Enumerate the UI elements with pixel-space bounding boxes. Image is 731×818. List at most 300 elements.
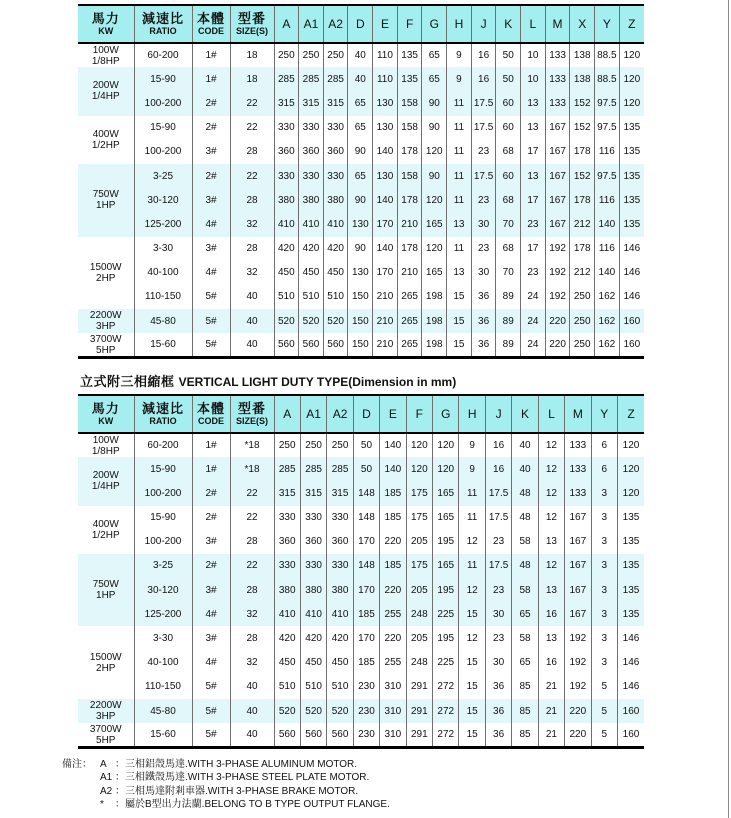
col-header-A2: A2 [323,5,348,43]
dim-cell: 150 [348,333,373,357]
dim-cell: 116 [595,188,620,212]
col-header-ratio [134,5,192,43]
dim-cell: 450 [327,651,353,675]
dim-cell: 17.5 [485,506,511,530]
size-cell: 22 [230,116,274,140]
note-line-a [62,758,731,772]
power-hp: 5HP [96,344,116,356]
dim-cell: 198 [422,333,447,357]
dim-cell: 410 [274,602,300,626]
code-cell: 2# [192,554,230,578]
dim-cell: 450 [299,261,324,285]
dim-cell: 135 [619,188,644,212]
dim-cell: 11 [447,237,472,261]
dim-cell: 285 [327,457,353,481]
power-watts: 750W [92,579,119,591]
ratio-cell: 3-25 [134,554,192,578]
size-cell: 22 [230,91,274,115]
size-cell: 32 [230,651,274,675]
ratio-cell: 100-200 [134,140,192,164]
col-header-code-en: CODE [197,26,224,36]
dim-cell: 380 [299,188,324,212]
dim-cell: 17.5 [471,91,496,115]
ratio-cell: 30-120 [134,578,192,602]
size-cell: 28 [230,237,274,261]
dim-cell: 410 [300,602,326,626]
ratio-cell: 15-90 [134,116,192,140]
dim-cell: 65 [512,651,538,675]
dim-cell: 175 [406,554,432,578]
power-watts: 3700W [89,723,122,735]
dim-cell: 135 [617,506,644,530]
col-header-code [192,395,230,433]
dim-cell: 250 [570,333,595,357]
dim-cell: 16 [485,433,511,457]
col-header-G: G [433,395,459,433]
dim-cell: 272 [433,699,459,723]
col-header-ratio [134,395,192,433]
dim-cell: 13 [521,91,546,115]
size-cell: 28 [230,530,274,554]
page-edge-line [728,0,729,818]
dim-cell: 185 [353,602,379,626]
dim-cell: 15 [459,699,485,723]
note-key: A2 [100,785,113,797]
dim-cell: 150 [348,285,373,309]
dim-cell: 285 [274,67,299,91]
code-cell: 4# [192,261,230,285]
dim-cell: 146 [617,626,644,650]
dim-cell: 165 [422,212,447,236]
dim-cell: 148 [353,554,379,578]
dim-cell: 146 [617,651,644,675]
dim-cell: 450 [274,651,300,675]
dim-cell: 36 [471,309,496,333]
dim-cell: 9 [447,43,472,67]
table2-title [80,371,731,390]
dim-cell: 250 [570,309,595,333]
dim-cell: 48 [512,481,538,505]
dim-cell: 135 [397,43,422,67]
dim-cell: 520 [323,309,348,333]
dim-cell: 167 [545,212,570,236]
dim-cell: 90 [422,91,447,115]
note-line-a2 [62,785,731,799]
col-header-J: J [485,395,511,433]
dim-cell: 330 [299,116,324,140]
table-row [78,285,644,309]
power-cell [78,43,134,67]
col-header-D: D [348,5,373,43]
dim-cell: 120 [617,433,644,457]
dim-cell: 178 [397,140,422,164]
dim-cell: 167 [565,602,591,626]
power-watts: 2200W [89,310,122,322]
dim-cell: 192 [565,626,591,650]
dim-cell: 135 [397,67,422,91]
dim-cell: 185 [380,554,406,578]
dim-cell: 88.5 [595,43,620,67]
dim-cell: 21 [538,723,564,747]
dim-cell: 265 [397,309,422,333]
dim-cell: 30 [485,602,511,626]
dim-cell: 158 [397,116,422,140]
dim-cell: 30 [471,261,496,285]
dim-cell: 210 [373,285,398,309]
dim-cell: 192 [545,261,570,285]
col-header-ratio-zh: 減速比 [141,11,184,26]
dim-cell: 17.5 [471,164,496,188]
dim-cell: 23 [521,212,546,236]
col-header-D: D [353,395,379,433]
dim-cell: 60 [496,164,521,188]
col-header-G: G [422,5,447,43]
dim-cell: 133 [565,457,591,481]
dim-cell: 11 [459,506,485,530]
dim-cell: 5 [591,675,617,699]
power-cell [78,457,134,505]
dim-cell: 12 [459,578,485,602]
note-colon: ： [115,785,125,797]
size-cell: 40 [230,723,274,747]
table-row [78,91,644,115]
dim-cell: 212 [570,212,595,236]
ratio-cell: 110-150 [134,285,192,309]
table-row [78,67,644,91]
dim-cell: 90 [348,188,373,212]
col-header-power-zh: 馬力 [91,400,120,416]
dim-cell: 410 [274,212,299,236]
dim-cell: 11 [447,188,472,212]
dim-cell: 23 [471,188,496,212]
dim-cell: 50 [496,43,521,67]
dim-cell: 13 [538,578,564,602]
dim-cell: 12 [538,481,564,505]
col-header-ratio-en: RATIO [149,415,177,426]
dim-cell: 97.5 [595,164,620,188]
note-text: 三相馬達附剎車器.WITH 3-PHASE BRAKE MOTOR. [125,785,359,797]
dim-cell: 410 [323,212,348,236]
col-header-A1: A1 [299,5,324,43]
dim-cell: 10 [521,43,546,67]
dim-cell: 450 [300,651,326,675]
dim-cell: 162 [595,285,620,309]
code-cell: 3# [192,626,230,650]
dim-cell: 315 [323,91,348,115]
dim-cell: 248 [406,602,432,626]
code-cell: 3# [192,530,230,554]
dim-cell: 315 [327,481,353,505]
dim-cell: 65 [422,67,447,91]
dim-cell: 90 [422,164,447,188]
dim-cell: 230 [353,699,379,723]
size-cell: 22 [230,164,274,188]
col-header-E: E [373,5,398,43]
dim-cell: 272 [433,723,459,747]
dim-cell: 13 [521,164,546,188]
dim-cell: 13 [538,626,564,650]
dim-cell: 68 [496,237,521,261]
dim-cell: 285 [274,457,300,481]
ratio-cell: 60-200 [134,433,192,457]
dim-cell: 170 [353,578,379,602]
dim-cell: 160 [619,333,644,357]
code-cell: 2# [192,506,230,530]
dim-cell: 220 [565,699,591,723]
code-cell: 4# [192,602,230,626]
size-cell: 22 [230,554,274,578]
dim-cell: 220 [380,578,406,602]
table2-title-en: VERTICAL LIGHT DUTY TYPE(Dimension in mm) [178,374,457,389]
dim-cell: 12 [538,433,564,457]
dim-cell: 13 [447,212,472,236]
dim-cell: 50 [353,457,379,481]
size-cell: 32 [230,212,274,236]
dim-cell: 11 [459,554,485,578]
dim-cell: 9 [447,67,472,91]
note-colon: ： [115,758,125,770]
dim-cell: 162 [595,333,620,357]
dim-cell: 30 [485,651,511,675]
footnotes [62,758,731,812]
dim-cell: 12 [459,530,485,554]
power-hp: 1/2HP [91,529,120,541]
dim-cell: 85 [512,699,538,723]
dim-cell: 3 [591,554,617,578]
table-row [78,457,644,481]
table-row [78,530,644,554]
dim-cell: 97.5 [595,116,620,140]
dim-cell: 40 [512,433,538,457]
vertical-light-duty-spec-table [78,394,644,749]
dim-cell: 23 [471,140,496,164]
dim-cell: 510 [274,285,299,309]
dim-cell: 170 [353,530,379,554]
col-header-X: X [570,5,595,43]
dim-cell: 152 [570,91,595,115]
size-cell: 28 [230,578,274,602]
size-cell: 40 [230,333,274,357]
dim-cell: 40 [348,67,373,91]
dim-cell: 58 [512,530,538,554]
dim-cell: 15 [459,651,485,675]
dim-cell: 330 [274,506,300,530]
dim-cell: 212 [570,261,595,285]
code-cell: 1# [192,67,230,91]
dim-cell: 330 [300,554,326,578]
dim-cell: 315 [274,481,300,505]
dim-cell: 3 [591,626,617,650]
dim-cell: 410 [327,602,353,626]
dim-cell: 195 [433,578,459,602]
dim-cell: 210 [373,333,398,357]
dim-cell: 120 [422,140,447,164]
dim-cell: 291 [406,675,432,699]
dim-cell: 17.5 [471,116,496,140]
table-row [78,554,644,578]
dim-cell: 192 [565,675,591,699]
dim-cell: 23 [521,261,546,285]
table-row [78,675,644,699]
dim-cell: 192 [545,237,570,261]
dim-cell: 3 [591,578,617,602]
dim-cell: 15 [447,309,472,333]
power-watts: 2200W [89,700,122,712]
table-row [78,140,644,164]
dim-cell: 520 [327,699,353,723]
dim-cell: 23 [485,626,511,650]
power-hp: 3HP [96,321,116,333]
col-header-power [78,5,134,43]
col-header-K: K [496,5,521,43]
dim-cell: 310 [380,723,406,747]
dim-cell: 68 [496,188,521,212]
notes-label: 備注： [62,758,92,770]
dim-cell: 165 [433,554,459,578]
power-cell [78,333,134,357]
dim-cell: 165 [422,261,447,285]
power-watts: 100W [92,434,119,446]
dim-cell: 11 [447,140,472,164]
code-cell: 5# [192,309,230,333]
dim-cell: 135 [617,602,644,626]
col-header-A2: A2 [327,395,353,433]
dim-cell: 380 [300,578,326,602]
dim-cell: 10 [521,67,546,91]
dim-cell: 520 [274,699,300,723]
dim-cell: 24 [521,309,546,333]
dim-cell: 510 [327,675,353,699]
dim-cell: 410 [299,212,324,236]
dim-cell: 36 [485,699,511,723]
dim-cell: 5 [591,723,617,747]
dim-cell: 330 [323,164,348,188]
dim-cell: 12 [459,626,485,650]
dim-cell: 130 [373,91,398,115]
dim-cell: 360 [299,140,324,164]
header-row [78,5,644,43]
code-cell: 3# [192,188,230,212]
col-header-A: A [274,5,299,43]
dim-cell: 152 [570,164,595,188]
col-header-power [78,395,134,433]
col-header-power-en: KW [98,415,114,426]
dim-cell: 198 [422,285,447,309]
dim-cell: 420 [323,237,348,261]
dim-cell: 420 [327,626,353,650]
dim-cell: 250 [323,43,348,67]
dim-cell: 230 [353,723,379,747]
dim-cell: 16 [485,457,511,481]
dim-cell: 12 [538,457,564,481]
dim-cell: 185 [380,481,406,505]
size-cell: 40 [230,309,274,333]
ratio-cell: 125-200 [134,602,192,626]
dim-cell: 65 [512,602,538,626]
ratio-cell: 3-25 [134,164,192,188]
dim-cell: 560 [323,333,348,357]
dim-cell: 60 [496,116,521,140]
dim-cell: 85 [512,675,538,699]
dim-cell: 120 [617,457,644,481]
ratio-cell: 100-200 [134,481,192,505]
table-row [78,651,644,675]
dim-cell: 160 [617,699,644,723]
dim-cell: 140 [373,188,398,212]
dim-cell: 130 [373,164,398,188]
dim-cell: 167 [565,554,591,578]
dim-cell: 330 [327,506,353,530]
power-hp: 1/4HP [91,481,120,493]
dim-cell: 85 [512,723,538,747]
table-row [78,626,644,650]
code-cell: 2# [192,116,230,140]
dim-cell: 255 [380,651,406,675]
power-cell [78,554,134,627]
size-cell: 28 [230,140,274,164]
power-cell [78,626,134,699]
ratio-cell: 40-100 [134,651,192,675]
col-header-ratio-en: RATIO [149,26,177,36]
table-row [78,481,644,505]
dim-cell: 17.5 [485,554,511,578]
ratio-cell: 40-100 [134,261,192,285]
dim-cell: 120 [619,91,644,115]
col-header-L: L [521,5,546,43]
dim-cell: 65 [348,164,373,188]
size-cell: 28 [230,626,274,650]
dim-cell: 140 [380,457,406,481]
power-hp: 1HP [96,200,116,212]
ratio-cell: 125-200 [134,212,192,236]
power-watts: 750W [92,189,119,201]
dim-cell: 9 [459,457,485,481]
dim-cell: 3 [591,530,617,554]
dim-cell: 23 [485,530,511,554]
col-header-A: A [274,395,300,433]
col-header-size [230,395,274,433]
dim-cell: 23 [485,578,511,602]
dim-cell: 291 [406,723,432,747]
dim-cell: 90 [348,237,373,261]
note-text: 三相鋁殼馬達.WITH 3-PHASE ALUMINUM MOTOR. [125,758,358,770]
dim-cell: 158 [397,91,422,115]
dim-cell: 265 [397,333,422,357]
dim-cell: 58 [512,578,538,602]
ratio-cell: 15-90 [134,67,192,91]
col-header-size-zh: 型番 [237,400,266,416]
dim-cell: 315 [274,91,299,115]
ratio-cell: 15-90 [134,506,192,530]
dim-cell: 36 [485,675,511,699]
power-watts: 3700W [89,333,122,345]
power-watts: 1500W [89,651,122,663]
dim-cell: 175 [406,481,432,505]
col-header-size-zh: 型番 [237,11,266,26]
dim-cell: 70 [496,212,521,236]
table-row [78,237,644,261]
dim-cell: 89 [496,309,521,333]
note-key: A1 [100,772,113,784]
col-header-ratio-zh: 減速比 [141,400,184,416]
col-header-M: M [545,5,570,43]
ratio-cell: 3-30 [134,237,192,261]
dim-cell: 17.5 [485,481,511,505]
dim-cell: 12 [538,506,564,530]
dim-cell: 58 [512,626,538,650]
power-cell [78,309,134,333]
dim-cell: 133 [545,67,570,91]
